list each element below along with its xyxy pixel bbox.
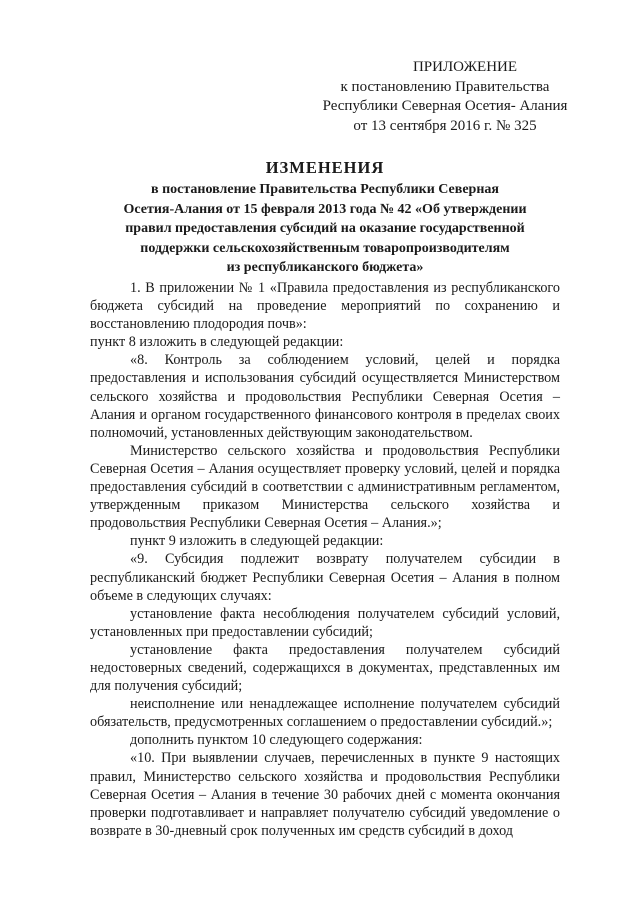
title-line: поддержки сельскохозяйственным товаропроизводителям [140, 240, 510, 256]
document-body [90, 279, 560, 840]
document-title [90, 156, 560, 278]
appendix-republic: Республики Северная Осетия- Алания [322, 98, 568, 114]
appendix-date: от 13 сентября 2016 г. № 325 [353, 117, 537, 134]
paragraph-8: установление факта предоставления получателем субсидий недостоверных сведений, содержащихся в документах, представленных им для получения субсидий; [90, 641, 560, 695]
title-line: правил предоставления субсидий на оказание государственной [125, 221, 525, 236]
paragraph-6: «9. Субсидия подлежит возврату получателем субсидии в республиканский бюджет Республики Северная Осетия – Алания в полном объеме в следующих случаях: [90, 551, 560, 604]
appendix-to: к постановлению Правительства [340, 78, 550, 95]
appendix-label: ПРИЛОЖЕНИЕ [412, 59, 518, 75]
paragraph-4: Министерство сельского хозяйства и продовольствия Республики Северная Осетия – Алания осуществляет проверку условий, целей и порядка предоставления субсидий в соответствии с административным регламентом, утвержденным приказом Министерства сельского хозяйства и продовольствия Республики Северная Осетия – Алания.»; [90, 442, 560, 532]
title-line: из республиканского бюджета» [226, 260, 424, 275]
title-main: ИЗМЕНЕНИЯ [265, 158, 385, 177]
title-line: Осетия-Алания от 15 февраля 2013 года № 42 «Об утверждении [123, 201, 527, 217]
paragraph-9: неисполнение или ненадлежащее исполнение получателем субсидий обязательств, предусмотренных соглашением о предоставлении субсидий.»; [90, 696, 560, 731]
paragraph-10: дополнить пунктом 10 следующего содержания: [130, 732, 423, 749]
paragraph-1: 1. В приложении № 1 «Правила предоставления из республиканского бюджета субсидий на проведение мероприятий по сохранению и восстановлению плодородия почв»: [90, 280, 560, 333]
paragraph-5: пункт 9 изложить в следующей редакции: [130, 533, 384, 550]
appendix-header [300, 58, 590, 136]
paragraph-2: пункт 8 изложить в следующей редакции: [90, 334, 344, 351]
paragraph-7: установление факта несоблюдения получателем субсидий условий, установленных при предоставлении субсидий; [90, 605, 560, 640]
paragraph-3: «8. Контроль за соблюдением условий, целей и порядка предоставления и использования субсидий осуществляется Министерством сельского хозяйства и продовольствия Республики Северная Осетия – Алания и органом государственного финансового контроля в пределах своих полномочий, установленных действующим законодательством. [90, 352, 560, 441]
title-subtitle [90, 180, 560, 278]
title-line: в постановление Правительства Республики Северная [151, 182, 499, 197]
paragraph-11: «10. При выявлении случаев, перечисленных в пункте 9 настоящих правил, Министерство сельского хозяйства и продовольствия Республики Северная Осетия – Алания в течение 30 рабочих дней с момента окончания проверки подготавливает и направляет получателю субсидий уведомление о возврате в 30-дневный срок полученных им средств субсидий в доход [90, 750, 560, 839]
